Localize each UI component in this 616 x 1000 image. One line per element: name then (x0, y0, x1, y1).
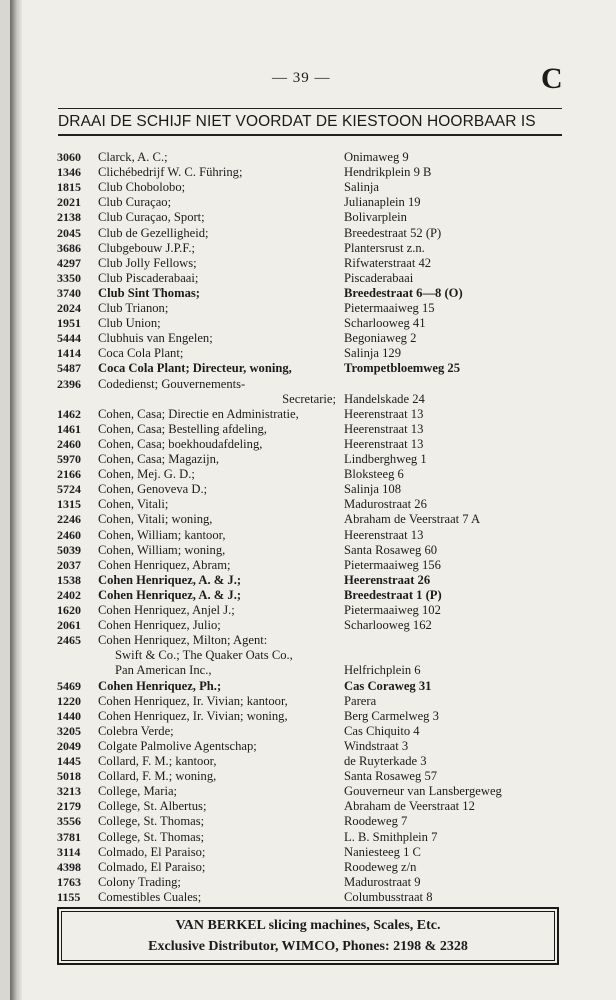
directory-entry (10, 165, 616, 180)
notice-top-rule (58, 108, 562, 109)
dial-tone-notice: DRAAI DE SCHIJF NIET VOORDAT DE KIESTOON HOORBAAR IS (58, 113, 536, 130)
directory-entry (10, 558, 616, 573)
phone-number: 1815 (57, 180, 81, 195)
subscriber-address: Lindberghweg 1 (344, 452, 427, 466)
directory-entry (10, 195, 616, 210)
subscriber-name: Collard, F. M.; woning, (98, 769, 217, 784)
subscriber-address: L. B. Smithplein 7 (344, 829, 438, 844)
subscriber-name: Clubhuis van Engelen; (98, 331, 213, 346)
subscriber-name: Cohen, Genoveva D.; (98, 482, 208, 497)
directory-entry (10, 890, 616, 905)
subscriber-name: Colgate Palmolive Agentschap; (98, 738, 257, 753)
directory-entry (10, 437, 616, 452)
subscriber-address: Pietermaaiweg 15 (344, 301, 435, 315)
phone-number: 5970 (57, 452, 81, 466)
directory-entry (10, 679, 616, 694)
directory-entry (10, 452, 616, 467)
subscriber-name: College, St. Albertus; (98, 799, 207, 814)
phone-number: 3114 (57, 844, 81, 859)
directory-entry (10, 633, 616, 648)
directory-entry (10, 497, 616, 512)
subscriber-name: Club Jolly Fellows; (98, 255, 197, 270)
phone-number: 5469 (57, 678, 81, 693)
directory-entry (10, 392, 616, 407)
subscriber-address: Heerenstraat 26 (344, 572, 431, 587)
subscriber-name: Codedienst; Gouvernements- (98, 376, 246, 391)
directory-entry (10, 361, 616, 376)
subscriber-address: Bolivarplein (344, 210, 407, 225)
directory-entry (10, 724, 616, 739)
phone-number: 4297 (57, 255, 81, 270)
subscriber-name: Cohen Henriquez, Ir. Vivian; kantoor, (98, 693, 288, 708)
directory-entry (10, 180, 616, 195)
phone-number: 2460 (57, 436, 81, 451)
directory-entry (10, 739, 616, 754)
directory-entry (10, 543, 616, 558)
subscriber-name: Club de Gezelligheid; (98, 225, 209, 240)
directory-entry (10, 588, 616, 603)
phone-number: 3350 (57, 270, 81, 285)
phone-number: 1462 (57, 406, 81, 421)
subscriber-name: Collard, F. M.; kantoor, (98, 754, 217, 768)
phone-number: 2465 (57, 633, 81, 648)
subscriber-address: Abraham de Veerstraat 7 A (344, 512, 481, 527)
subscriber-name: Colmado, El Paraiso; (98, 844, 206, 859)
subscriber-address: Salinja 129 (344, 346, 402, 361)
subscriber-address: Berg Carmelweg 3 (344, 708, 439, 723)
subscriber-address: Salinja (344, 180, 379, 195)
phone-number: 2166 (57, 467, 81, 482)
phone-number: 1620 (57, 603, 81, 617)
subscriber-address: Plantersrust z.n. (344, 240, 425, 255)
advertisement-box (57, 907, 559, 965)
directory-entry (10, 331, 616, 346)
phone-number: 1461 (57, 421, 81, 436)
subscriber-address: Heerenstraat 13 (344, 421, 424, 436)
subscriber-name: Cohen, Casa; Bestelling afdeling, (98, 421, 267, 436)
subscriber-address: Scharlooweg 41 (344, 316, 426, 331)
phone-number: 2045 (57, 225, 81, 240)
subscriber-name: Clarck, A. C.; (98, 150, 168, 164)
subscriber-name: Cohen, Vitali; woning, (98, 512, 213, 527)
subscriber-address: Cas Chiquito 4 (344, 723, 420, 738)
subscriber-name: Cohen Henriquez, Anjel J.; (98, 603, 235, 617)
directory-entry (10, 860, 616, 875)
phone-number: 3781 (57, 829, 81, 844)
subscriber-name: Cohen Henriquez, Julio; (98, 618, 221, 633)
subscriber-address: Begoniaweg 2 (344, 331, 417, 346)
subscriber-name: Club Curaçao, Sport; (98, 210, 205, 225)
subscriber-name: Colony Trading; (98, 874, 181, 889)
subscriber-address: Abraham de Veerstraat 12 (344, 799, 475, 814)
subscriber-name: College, St. Thomas; (98, 814, 205, 829)
subscriber-name: Cohen Henriquez, A. & J.; (98, 572, 242, 587)
subscriber-name: Colmado, El Paraiso; (98, 859, 206, 874)
phone-number: 2049 (57, 738, 81, 753)
subscriber-name: Cohen Henriquez, A. & J.; (98, 587, 242, 602)
subscriber-address: Madurostraat 9 (344, 874, 421, 889)
phone-number: 2179 (57, 799, 81, 814)
subscriber-address: Cas Coraweg 31 (344, 678, 432, 693)
directory-entry (10, 150, 616, 165)
phone-number: 3556 (57, 814, 81, 829)
directory-entry (10, 573, 616, 588)
phone-number: 4398 (57, 859, 81, 874)
phone-number: 5487 (57, 361, 81, 376)
directory-entry (10, 709, 616, 724)
subscriber-address: Onimaweg 9 (344, 150, 409, 164)
directory-entry (10, 271, 616, 286)
phone-number: 3213 (57, 784, 81, 799)
directory-entry (10, 377, 616, 392)
phone-number: 2021 (57, 195, 81, 210)
subscriber-name: Secretarie; (282, 391, 336, 406)
directory-entry (10, 618, 616, 633)
subscriber-address: Roodeweg 7 (344, 814, 408, 829)
subscriber-address: Salinja 108 (344, 482, 402, 497)
phone-number: 3740 (57, 285, 81, 300)
directory-entry (10, 226, 616, 241)
phone-number: 2138 (57, 210, 81, 225)
subscriber-name: Cohen, Mej. G. D.; (98, 467, 195, 482)
subscriber-name: Cohen, Casa; boekhoudafdeling, (98, 436, 263, 451)
directory-entry (10, 346, 616, 361)
subscriber-address: Bloksteeg 6 (344, 467, 404, 482)
notice-bottom-rule (58, 134, 562, 136)
subscriber-address: Julianaplein 19 (344, 195, 421, 210)
subscriber-name: Pan American Inc., (115, 663, 212, 678)
section-letter: C (541, 62, 563, 95)
phone-number: 1220 (57, 693, 81, 708)
subscriber-address: Breedestraat 6—8 (O) (344, 285, 463, 300)
subscriber-name: Cohen Henriquez, Ph.; (98, 678, 222, 693)
phone-number: 2402 (57, 587, 81, 602)
subscriber-address: Trompetbloemweg 25 (344, 361, 461, 376)
directory-entry (10, 301, 616, 316)
phone-number: 1445 (57, 754, 81, 768)
phone-number: 1414 (57, 346, 81, 361)
subscriber-name: Cohen, William; woning, (98, 542, 226, 557)
phone-number: 1763 (57, 874, 81, 889)
subscriber-address: Heerenstraat 13 (344, 436, 424, 451)
subscriber-address: Helfrichplein 6 (344, 663, 421, 678)
subscriber-name: Club Trianon; (98, 301, 169, 315)
phone-number: 2061 (57, 618, 81, 633)
subscriber-name: College, Maria; (98, 784, 178, 799)
subscriber-address: Scharlooweg 162 (344, 618, 432, 633)
subscriber-name: Clubgebouw J.P.F.; (98, 240, 195, 255)
phone-number: 5039 (57, 542, 81, 557)
phone-number: 3060 (57, 150, 81, 164)
advertisement-line-2: Exclusive Distributor, WIMCO, Phones: 2198 & 2328 (148, 939, 468, 954)
phone-number: 2024 (57, 301, 81, 315)
subscriber-address: Hendrikplein 9 B (344, 165, 432, 180)
subscriber-address: Handelskade 24 (344, 391, 425, 406)
directory-entry (10, 799, 616, 814)
subscriber-name: Cohen Henriquez, Abram; (98, 557, 231, 572)
directory-entry (10, 603, 616, 618)
subscriber-name: Colebra Verde; (98, 723, 174, 738)
subscriber-address: Windstraat 3 (344, 738, 409, 753)
subscriber-name: Cohen, Casa; Directie en Administratie, (98, 406, 299, 421)
subscriber-name: Cohen, Vitali; (98, 497, 169, 512)
page-number: — 39 — (272, 70, 331, 86)
directory-entry (10, 512, 616, 527)
phone-number: 1155 (57, 889, 81, 904)
directory-entry (10, 407, 616, 422)
directory-entry (10, 256, 616, 271)
directory-entry (10, 648, 616, 663)
phone-number: 1440 (57, 708, 81, 723)
subscriber-address: de Ruyterkade 3 (344, 754, 427, 768)
subscriber-address: Columbusstraat 8 (344, 889, 433, 904)
directory-entry (10, 528, 616, 543)
phone-number: 5724 (57, 482, 81, 497)
phone-number: 1951 (57, 316, 81, 331)
phone-number: 3205 (57, 723, 81, 738)
directory-entry (10, 875, 616, 890)
subscriber-address: Breedestraat 52 (P) (344, 225, 442, 240)
subscriber-address: Naniesteeg 1 C (344, 844, 421, 859)
directory-entry (10, 784, 616, 799)
subscriber-name: Cohen, Casa; Magazijn, (98, 452, 220, 466)
directory-entry (10, 210, 616, 225)
subscriber-address: Santa Rosaweg 60 (344, 542, 438, 557)
subscriber-name: Cohen, William; kantoor, (98, 527, 226, 542)
directory-entry (10, 694, 616, 709)
subscriber-address: Pietermaaiweg 102 (344, 603, 441, 617)
directory-entry (10, 422, 616, 437)
phone-number: 2246 (57, 512, 81, 527)
subscriber-address: Roodeweg z/n (344, 859, 417, 874)
subscriber-address: Rifwaterstraat 42 (344, 255, 432, 270)
phone-number: 5444 (57, 331, 81, 346)
directory-entry (10, 241, 616, 256)
subscriber-name: Comestibles Cuales; (98, 889, 202, 904)
subscriber-name: Cohen Henriquez, Ir. Vivian; woning, (98, 708, 288, 723)
directory-entry (10, 754, 616, 769)
subscriber-address: Heerenstraat 13 (344, 527, 424, 542)
subscriber-name: Coca Cola Plant; (98, 346, 184, 361)
subscriber-name: Cohen Henriquez, Milton; Agent: (98, 633, 268, 648)
subscriber-address: Breedestraat 1 (P) (344, 587, 442, 602)
subscriber-address: Pietermaaiweg 156 (344, 557, 441, 572)
directory-entry (10, 286, 616, 301)
phone-number: 1346 (57, 165, 81, 180)
subscriber-name: Club Union; (98, 316, 161, 331)
subscriber-name: Club Chobolobo; (98, 180, 186, 195)
subscriber-name: College, St. Thomas; (98, 829, 205, 844)
subscriber-name: Club Sint Thomas; (98, 285, 200, 300)
directory-entry (10, 482, 616, 497)
subscriber-address: Santa Rosaweg 57 (344, 769, 438, 784)
phone-number: 5018 (57, 769, 81, 784)
phone-number: 1315 (57, 497, 81, 512)
phone-number: 2460 (57, 527, 81, 542)
phone-number: 1538 (57, 572, 81, 587)
directory-entry (10, 769, 616, 784)
subscriber-name: Clichébedrijf W. C. Führing; (98, 165, 243, 180)
subscriber-name: Swift & Co.; The Quaker Oats Co., (115, 648, 293, 663)
subscriber-address: Parera (344, 693, 377, 708)
phone-number: 2037 (57, 557, 81, 572)
subscriber-address: Madurostraat 26 (344, 497, 427, 512)
directory-entry (10, 845, 616, 860)
directory-entry (10, 830, 616, 845)
subscriber-address: Piscaderabaai (344, 270, 414, 285)
subscriber-name: Club Piscaderabaai; (98, 270, 199, 285)
subscriber-name: Coca Cola Plant; Directeur, woning, (98, 361, 292, 376)
phone-number: 2396 (57, 376, 81, 391)
phone-number: 3686 (57, 240, 81, 255)
subscriber-address: Heerenstraat 13 (344, 406, 424, 421)
subscriber-address: Gouverneur van Lansbergeweg (344, 784, 502, 799)
directory-entry (10, 316, 616, 331)
subscriber-name: Club Curaçao; (98, 195, 172, 210)
directory-entry (10, 467, 616, 482)
advertisement-line-1: VAN BERKEL slicing machines, Scales, Etc. (175, 918, 441, 933)
directory-entry (10, 814, 616, 829)
directory-entry (10, 663, 616, 678)
directory-page (10, 0, 616, 1000)
